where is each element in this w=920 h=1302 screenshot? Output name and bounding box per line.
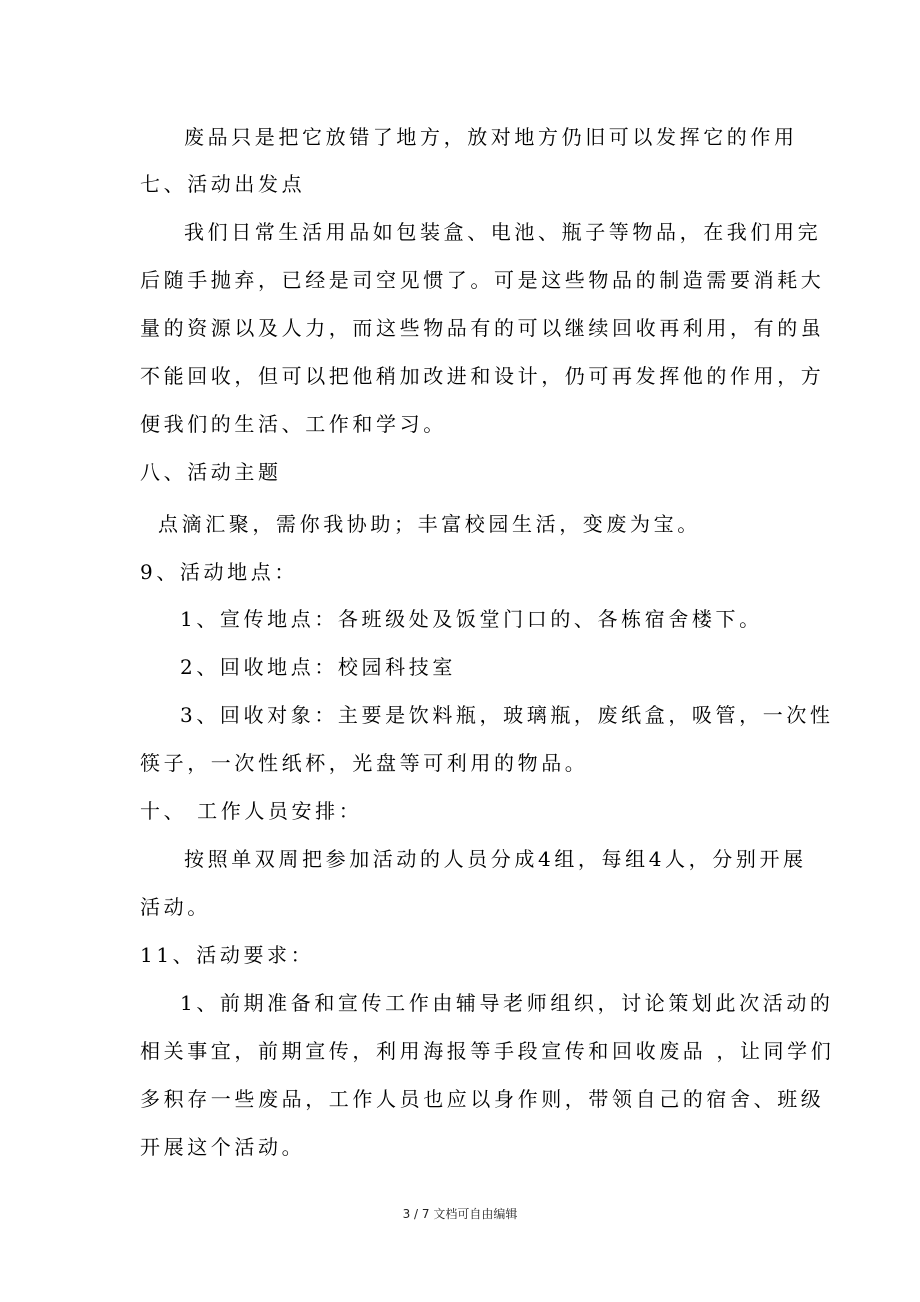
body-line-20: 相关事宜，前期宣传，利用海报等手段宣传和回收废品 ，让同学们	[140, 1039, 835, 1063]
body-line-22: 开展这个活动。	[140, 1135, 306, 1159]
body-line-21: 多积存一些废品，工作人员也应以身作则，带领自己的宿舍、班级	[140, 1087, 825, 1111]
body-line-17: 活动。	[140, 895, 211, 919]
location-item-1: 1、宣传地点：各班级处及饭堂门口的、各栋宿舍楼下。	[180, 607, 763, 631]
body-line-1: 废品只是把它放错了地方，放对地方仍旧可以发挥它的作用	[184, 125, 798, 149]
requirement-item-1: 1、前期准备和宣传工作由辅导老师组织，讨论策划此次活动的	[180, 991, 834, 1015]
body-line-7: 便我们的生活、工作和学习。	[140, 412, 447, 436]
section-heading-8: 八、活动主题	[140, 460, 282, 484]
page-footer: 3 / 7 文档可自由编辑	[402, 1207, 518, 1221]
section-heading-11: 11、活动要求：	[140, 943, 315, 967]
body-line-14: 筷子，一次性纸杯，光盘等可利用的物品。	[140, 751, 589, 775]
location-item-3: 3、回收对象：主要是饮料瓶，玻璃瓶，废纸盒，吸管，一次性	[180, 703, 834, 727]
section-heading-10: 十、 工作人员安排：	[140, 799, 363, 823]
body-line-6: 不能回收，但可以把他稍加改进和设计，仍可再发挥他的作用，方	[140, 364, 825, 388]
theme-line: 点滴汇聚，需你我协助；丰富校园生活，变废为宝。	[158, 512, 701, 536]
body-line-4: 后随手抛弃，已经是司空见惯了。可是这些物品的制造需要消耗大	[140, 268, 825, 292]
body-line-5: 量的资源以及人力，而这些物品有的可以继续回收再利用，有的虽	[140, 316, 825, 340]
body-line-3: 我们日常生活用品如包装盒、电池、瓶子等物品，在我们用完	[184, 220, 822, 244]
section-heading-9: 9、活动地点：	[140, 560, 298, 584]
section-heading-7: 七、活动出发点	[140, 172, 306, 196]
body-line-16: 按照单双周把参加活动的人员分成4组，每组4人，分别开展	[184, 847, 807, 871]
location-item-2: 2、回收地点：校园科技室	[180, 655, 456, 679]
